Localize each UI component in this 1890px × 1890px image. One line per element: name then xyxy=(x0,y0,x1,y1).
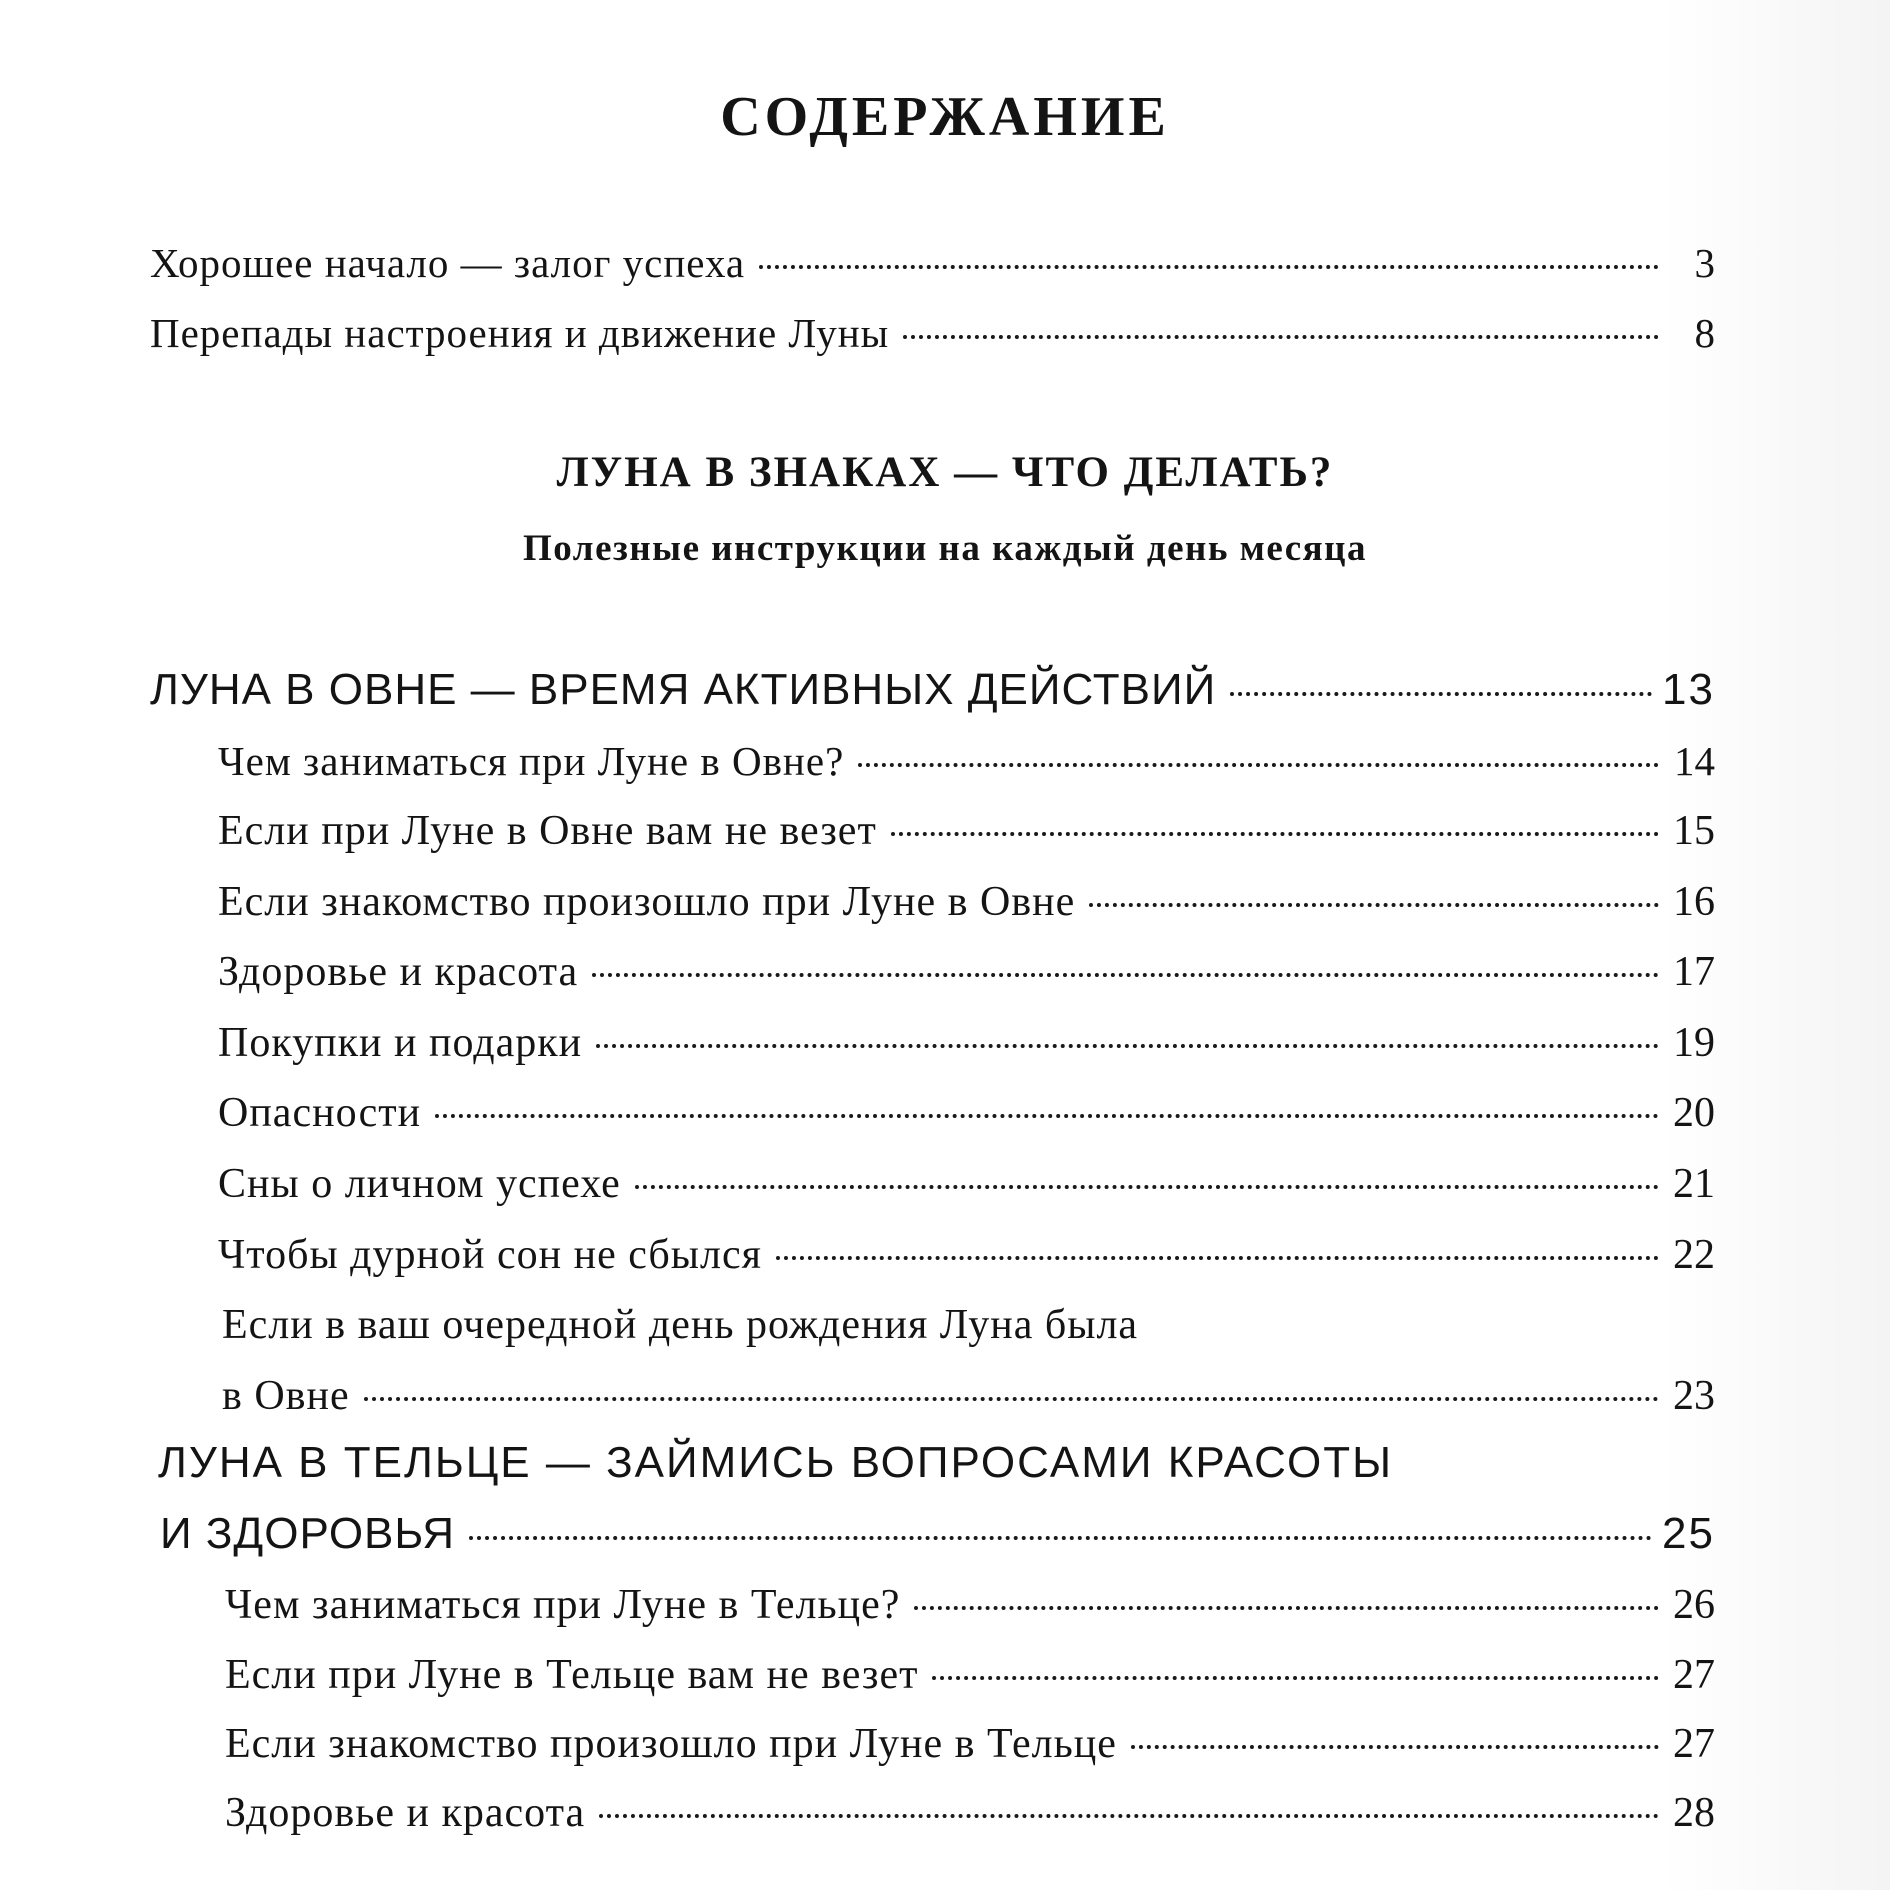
dot-leader xyxy=(1089,903,1659,907)
toc-entry[interactable] xyxy=(218,1156,1715,1212)
dot-leader xyxy=(435,1114,1659,1118)
toc-entry[interactable] xyxy=(218,874,1715,930)
dot-leader xyxy=(776,1256,1659,1260)
dot-leader xyxy=(932,1676,1659,1680)
toc-entry-page: 14 xyxy=(1674,738,1715,784)
toc-entry-label: в Овне xyxy=(222,1373,350,1419)
toc-entry-label: Перепады настроения и движение Луны xyxy=(150,310,890,356)
toc-entry-page: 16 xyxy=(1673,879,1715,925)
toc-entry-page: 3 xyxy=(1694,240,1715,286)
toc-entry-page: 17 xyxy=(1673,949,1715,995)
toc-entry-label: Здоровье и красота xyxy=(225,1790,586,1836)
toc-entry-label: Опасности xyxy=(218,1090,422,1136)
toc-entry-page: 27 xyxy=(1673,1721,1715,1767)
toc-entry-label: Сны о личном успехе xyxy=(218,1161,621,1207)
toc-entry-page: 20 xyxy=(1673,1090,1715,1136)
dot-leader xyxy=(891,832,1659,836)
toc-entry-label: Хорошее начало — залог успеха xyxy=(150,240,746,286)
toc-section[interactable] xyxy=(160,1506,1715,1562)
toc-entry-label: Чем заниматься при Луне в Овне? xyxy=(218,738,845,784)
toc-entry[interactable] xyxy=(222,1368,1715,1424)
toc-section-page: 13 xyxy=(1662,665,1715,714)
toc-entry-label: Если знакомство произошло при Луне в Овне xyxy=(218,879,1076,925)
dot-leader xyxy=(364,1397,1659,1401)
toc-entry-label-line1[interactable]: Если в ваш очередной день рождения Луна была xyxy=(222,1302,1139,1348)
dot-leader xyxy=(592,973,1659,977)
toc-entry[interactable] xyxy=(218,733,1715,789)
dot-leader xyxy=(858,763,1659,767)
toc-section[interactable] xyxy=(150,662,1715,718)
toc-entry-label: Здоровье и красота xyxy=(218,949,579,995)
dot-leader xyxy=(469,1536,1652,1540)
toc-entry-page: 8 xyxy=(1694,310,1715,356)
toc-entry-page: 28 xyxy=(1673,1790,1715,1836)
toc-entry[interactable] xyxy=(218,1227,1715,1283)
page-title: СОДЕРЖАНИЕ xyxy=(720,86,1170,148)
toc-entry[interactable] xyxy=(218,1085,1715,1141)
dot-leader xyxy=(599,1814,1659,1818)
toc-entry[interactable] xyxy=(218,1015,1715,1071)
toc-section-page: 25 xyxy=(1662,1509,1715,1558)
toc-section-title: ЛУНА В ОВНЕ — ВРЕМЯ АКТИВНЫХ ДЕЙСТВИЙ xyxy=(150,665,1217,714)
part-subheading: Полезные инструкции на каждый день месяца xyxy=(523,528,1367,569)
toc-entry-label: Если при Луне в Тельце вам не везет xyxy=(225,1652,919,1698)
toc-entry-label: Если при Луне в Овне вам не везет xyxy=(218,808,877,854)
toc-section-title: И ЗДОРОВЬЯ xyxy=(160,1509,456,1558)
dot-leader xyxy=(914,1606,1659,1610)
toc-entry-page: 15 xyxy=(1673,808,1715,854)
toc-section-title-line1[interactable]: ЛУНА В ТЕЛЬЦЕ — ЗАЙМИСЬ ВОПРОСАМИ КРАСОТЫ xyxy=(158,1438,1394,1487)
toc-entry-page: 23 xyxy=(1673,1373,1715,1419)
toc-entry-page: 19 xyxy=(1673,1020,1715,1066)
dot-leader xyxy=(596,1044,1659,1048)
dot-leader xyxy=(903,335,1659,339)
toc-entry-label: Чтобы дурной сон не сбылся xyxy=(218,1232,762,1278)
dot-leader xyxy=(1131,1745,1659,1749)
toc-entry[interactable] xyxy=(225,1647,1715,1703)
toc-entry[interactable] xyxy=(218,803,1715,859)
toc-entry-label: Если знакомство произошло при Луне в Тельце xyxy=(225,1721,1117,1767)
dot-leader xyxy=(759,265,1659,269)
toc-entry[interactable] xyxy=(225,1785,1715,1841)
dot-leader xyxy=(635,1185,1659,1189)
toc-entry-label: Покупки и подарки xyxy=(218,1020,583,1066)
toc-entry-page: 26 xyxy=(1673,1582,1715,1628)
dot-leader xyxy=(1230,692,1652,696)
toc-entry[interactable] xyxy=(218,944,1715,1000)
toc-entry[interactable] xyxy=(225,1577,1715,1633)
toc-entry[interactable] xyxy=(150,235,1715,291)
toc-entry-page: 22 xyxy=(1673,1232,1715,1278)
toc-entry-page: 21 xyxy=(1673,1161,1715,1207)
part-heading: ЛУНА В ЗНАКАХ — ЧТО ДЕЛАТЬ? xyxy=(556,449,1334,496)
toc-entry-label: Чем заниматься при Луне в Тельце? xyxy=(225,1582,901,1628)
toc-entry[interactable] xyxy=(150,305,1715,361)
toc-entry-page: 27 xyxy=(1673,1652,1715,1698)
toc-entry[interactable] xyxy=(225,1716,1715,1772)
